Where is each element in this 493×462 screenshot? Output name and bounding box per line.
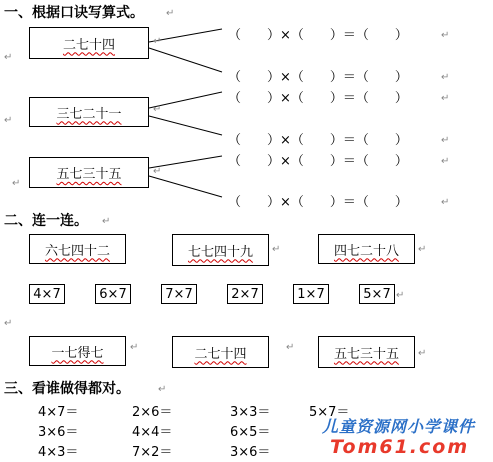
- section3-title: 三、看谁做得都对。: [4, 381, 130, 397]
- section2-mid-box-1: [29, 284, 65, 304]
- paragraph-mark: ↵: [153, 104, 162, 115]
- paragraph-mark: ↵: [4, 318, 13, 329]
- paragraph-mark: ↵: [158, 384, 167, 395]
- section2-mid-box-2: [95, 284, 131, 304]
- section2-top-box-3: [318, 234, 415, 264]
- paragraph-mark: ↵: [441, 93, 450, 104]
- paragraph-mark: ↵: [441, 30, 450, 41]
- paragraph-mark: ↵: [153, 36, 162, 47]
- exercise-r2-c1: 3×6＝: [38, 425, 79, 440]
- exercise-r3-c3: 3×6＝: [230, 445, 271, 460]
- paragraph-mark: ↵: [166, 8, 175, 19]
- exercise-r1-c1: 4×7＝: [38, 405, 79, 420]
- paragraph-mark: ↵: [441, 72, 450, 83]
- connector-line-3b: [149, 176, 222, 197]
- section2-mid-box-1-label: 4×7: [33, 286, 61, 302]
- paragraph-mark: ↵: [130, 342, 139, 353]
- paragraph-mark: ↵: [153, 166, 162, 177]
- section2-mid-box-3-label: 7×7: [165, 286, 193, 302]
- connector-line-1b: [149, 48, 222, 72]
- section2-bottom-box-3-label: 五七三十五: [333, 346, 399, 362]
- section2-top-box-3-label: 四七二十八: [333, 243, 399, 259]
- paragraph-mark: ↵: [4, 52, 13, 63]
- expression-1: （ ）×（ ）＝（ ）: [228, 28, 408, 43]
- section2-mid-box-4: [227, 284, 263, 304]
- section1-title: 一、根据口诀写算式。: [4, 5, 144, 21]
- section2-top-box-2: [172, 234, 269, 266]
- expression-3: （ ）×（ ）＝（ ）: [228, 91, 408, 106]
- paragraph-mark: ↵: [418, 348, 427, 359]
- paragraph-mark: ↵: [272, 244, 281, 255]
- exercise-r1-c2: 2×6＝: [132, 405, 173, 420]
- section2-top-box-1-label: 六七四十二: [44, 243, 110, 259]
- section2-top-box-2-label: 七七四十九: [187, 244, 253, 260]
- section2-bottom-box-1: [29, 336, 126, 366]
- section2-mid-box-4-label: 2×7: [231, 286, 259, 302]
- paragraph-mark: ↵: [441, 135, 450, 146]
- expression-4: （ ）×（ ）＝（ ）: [228, 133, 408, 148]
- paragraph-mark: ↵: [441, 156, 450, 167]
- expression-5: （ ）×（ ）＝（ ）: [228, 154, 408, 169]
- paragraph-mark: ↵: [441, 197, 450, 208]
- section2-top-box-1: [29, 234, 126, 264]
- section2-bottom-box-2: [172, 336, 269, 368]
- expression-2: （ ）×（ ）＝（ ）: [228, 70, 408, 85]
- section1-box-3-label: 五七三十五: [56, 167, 122, 182]
- exercise-r3-c1: 4×3＝: [38, 445, 79, 460]
- exercise-r2-c3: 6×5＝: [230, 425, 271, 440]
- section1-box-2-label: 三七二十一: [56, 106, 122, 122]
- section1-box-1-label: 二七十四: [62, 37, 115, 53]
- exercise-r1-c3: 3×3＝: [230, 405, 271, 420]
- section2-mid-box-2-label: 6×7: [99, 286, 127, 302]
- paragraph-mark: ↵: [396, 290, 405, 301]
- paragraph-mark: ↵: [4, 115, 13, 126]
- section2-mid-box-5: [293, 284, 329, 304]
- expression-6: （ ）×（ ）＝（ ）: [228, 195, 408, 210]
- section2-title: 二、连一连。: [4, 213, 88, 229]
- connector-line-2b: [149, 116, 222, 135]
- section2-mid-box-5-label: 1×7: [297, 286, 325, 302]
- section2-bottom-box-3: [318, 336, 415, 368]
- paragraph-mark: ↵: [418, 244, 427, 255]
- section2-mid-box-3: [161, 284, 197, 304]
- exercise-r1-c4: 5×7＝: [309, 405, 350, 420]
- section2-bottom-box-2-label: 二七十四: [194, 346, 247, 362]
- watermark-line1: 儿童资源网小学课件: [322, 417, 476, 436]
- paragraph-mark: ↵: [12, 178, 21, 189]
- exercise-r3-c2: 7×2＝: [132, 445, 173, 460]
- exercise-r2-c2: 4×4＝: [132, 425, 173, 440]
- watermark-line2: Tom61.com: [330, 436, 470, 458]
- paragraph-mark: ↵: [286, 342, 295, 353]
- section2-mid-box-6: [359, 284, 395, 304]
- paragraph-mark: ↵: [102, 216, 111, 227]
- section2-bottom-box-1-label: 一七得七: [51, 345, 104, 361]
- section2-mid-box-6-label: 5×7: [363, 286, 391, 302]
